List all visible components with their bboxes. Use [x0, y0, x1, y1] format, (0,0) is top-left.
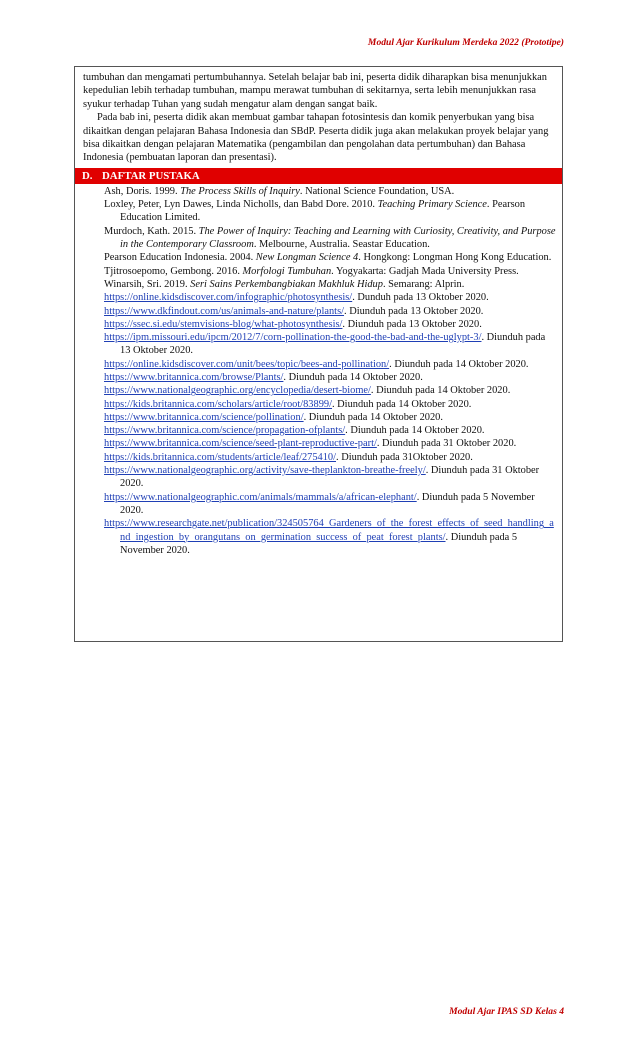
reference-link[interactable]: https://kids.britannica.com/students/article/leaf/275410/ — [104, 451, 337, 463]
reference-item: https://www.researchgate.net/publication/324505764_Gardeners_of_the_forest_effects_of_seed_handling_and_ingestion_by_orangutans_on_germination_success_of_peat_forest_plants/. Diunduh pada 5 November 2020. — [104, 518, 554, 556]
reference-item: https://kids.britannica.com/students/article/leaf/275410/. Diunduh pada 31Oktober 2020. — [104, 451, 473, 463]
reference-item: https://www.britannica.com/science/pollination/. Diunduh pada 14 Oktober 2020. — [104, 411, 443, 423]
reference-link[interactable]: https://www.britannica.com/science/seed-plant-reproductive-part/ — [104, 438, 377, 450]
reference-item: https://kids.britannica.com/scholars/article/root/83899/. Diunduh pada 14 Oktober 2020. — [104, 398, 472, 410]
running-header: Modul Ajar Kurikulum Merdeka 2022 (Prototipe) — [367, 37, 564, 48]
reference-link[interactable]: https://ssec.si.edu/stemvisions-blog/what-photosynthesis/ — [104, 318, 343, 330]
intro-text — [75, 67, 562, 165]
intro-paragraph-1: tumbuhan dan mengamati pertumbuhannya. Setelah belajar bab ini, peserta didik diharapkan bisa menunjukkan kepedulian lebih terhadap tumbuhan, mampu merawat tumbuhan di sekitarnya, serta lebih menunjukkan rasa syukur terhadap Tuhan yang sudah mengatur alam dengan sangat baik. — [83, 72, 547, 110]
reference-item: Loxley, Peter, Lyn Dawes, Linda Nicholls, dan Babd Dore. 2010. Teaching Primary Science. Pearson Education Limited. — [104, 199, 526, 224]
reference-item: https://ipm.missouri.edu/ipcm/2012/7/corn-pollination-the-good-the-bad-and-the-uglypt-3/. Diunduh pada 13 Oktober 2020. — [104, 332, 546, 357]
reference-item: https://online.kidsdiscover.com/infographic/photosynthesis/. Dunduh pada 13 Oktober 2020. — [104, 292, 489, 304]
reference-link[interactable]: https://kids.britannica.com/scholars/article/root/83899/ — [104, 398, 332, 410]
reference-item: Tjitrosoepomo, Gembong. 2016. Morfologi Tumbuhan. Yogyakarta: Gadjah Mada University Press. — [104, 265, 519, 277]
reference-link[interactable]: https://www.nationalgeographic.com/animals/mammals/a/african-elephant/ — [104, 491, 417, 503]
section-title: DAFTAR PUSTAKA — [102, 169, 200, 182]
reference-item: https://www.dkfindout.com/us/animals-and-nature/plants/. Diunduh pada 13 Oktober 2020. — [104, 305, 484, 317]
reference-link[interactable]: https://ipm.missouri.edu/ipcm/2012/7/corn-pollination-the-good-the-bad-and-the-uglypt-3/ — [104, 332, 482, 344]
reference-link[interactable]: https://www.nationalgeographic.org/encyclopedia/desert-biome/ — [104, 385, 371, 397]
reference-item: https://www.nationalgeographic.org/encyclopedia/desert-biome/. Diunduh pada 14 Oktober 2020. — [104, 385, 511, 397]
reference-item: https://www.nationalgeographic.org/activity/save-theplankton-breathe-freely/. Diunduh pada 31 Oktober 2020. — [104, 465, 540, 490]
reference-item: Pearson Education Indonesia. 2004. New Longman Science 4. Hongkong: Longman Hong Kong Education. — [104, 252, 552, 264]
reference-link[interactable]: https://online.kidsdiscover.com/unit/bees/topic/bees-and-pollination/ — [104, 358, 390, 370]
reference-link[interactable]: https://online.kidsdiscover.com/infographic/photosynthesis/ — [104, 292, 353, 304]
reference-link[interactable]: https://www.dkfindout.com/us/animals-and-nature/plants/ — [104, 305, 345, 317]
reference-link[interactable]: https://www.britannica.com/browse/Plants/ — [104, 372, 284, 383]
intro-paragraph-2: Pada bab ini, peserta didik akan membuat gambar tahapan fotosintesis dan komik penyerbukan yang bisa dikaitkan dengan pelajaran Bahasa Indonesia dan SBdP. Peserta didik juga akan melakukan proyek belajar yang bisa dikaitkan dengan pelajaran Matematika (pengambilan dan pengolahan data pertumbuhan) dan Bahasa Indonesia (pembuatan laporan dan presentasi). — [83, 112, 549, 164]
section-letter: D. — [82, 169, 93, 182]
section-heading-daftar-pustaka — [75, 168, 562, 184]
reference-item: Ash, Doris. 1999. The Process Skills of Inquiry. National Science Foundation, USA. — [104, 185, 455, 197]
reference-link[interactable]: https://www.researchgate.net/publication/324505764_Gardeners_of_the_forest_effects_of_seed_handling_and_ingestion_by_orangutans_on_germination_success_of_peat_forest_plants/ — [104, 518, 554, 543]
running-footer: Modul Ajar IPAS SD Kelas 4 — [449, 1006, 564, 1017]
reference-item: https://ssec.si.edu/stemvisions-blog/what-photosynthesis/. Diunduh pada 13 Oktober 2020. — [104, 318, 482, 330]
reference-link[interactable]: https://www.britannica.com/science/propagation-ofplants/ — [104, 425, 346, 437]
content-box — [74, 66, 563, 642]
reference-item: Winarsih, Sri. 2019. Seri Sains Perkembangbiakan Makhluk Hidup. Semarang: Alprin. — [104, 278, 465, 290]
reference-link[interactable]: https://www.nationalgeographic.org/activity/save-theplankton-breathe-freely/ — [104, 465, 426, 477]
reference-item: https://online.kidsdiscover.com/unit/bees/topic/bees-and-pollination/. Diunduh pada 14 Oktober 2020. — [104, 358, 529, 370]
reference-list — [75, 184, 562, 557]
reference-item: https://www.britannica.com/browse/Plants/. Diunduh pada 14 Oktober 2020. — [104, 372, 423, 383]
reference-item: https://www.britannica.com/science/seed-plant-reproductive-part/. Diunduh pada 31 Oktober 2020. — [104, 438, 517, 450]
reference-item: https://www.britannica.com/science/propagation-ofplants/. Diunduh pada 14 Oktober 2020. — [104, 425, 485, 437]
reference-item: https://www.nationalgeographic.com/animals/mammals/a/african-elephant/. Diunduh pada 5 November 2020. — [104, 491, 535, 516]
reference-item: Murdoch, Kath. 2015. The Power of Inquiry: Teaching and Learning with Curiosity, Creativity, and Purpose in the Contemporary Classroom. Melbourne, Australia. Seastar Education. — [104, 225, 556, 251]
reference-link[interactable]: https://www.britannica.com/science/pollination/ — [104, 411, 304, 423]
